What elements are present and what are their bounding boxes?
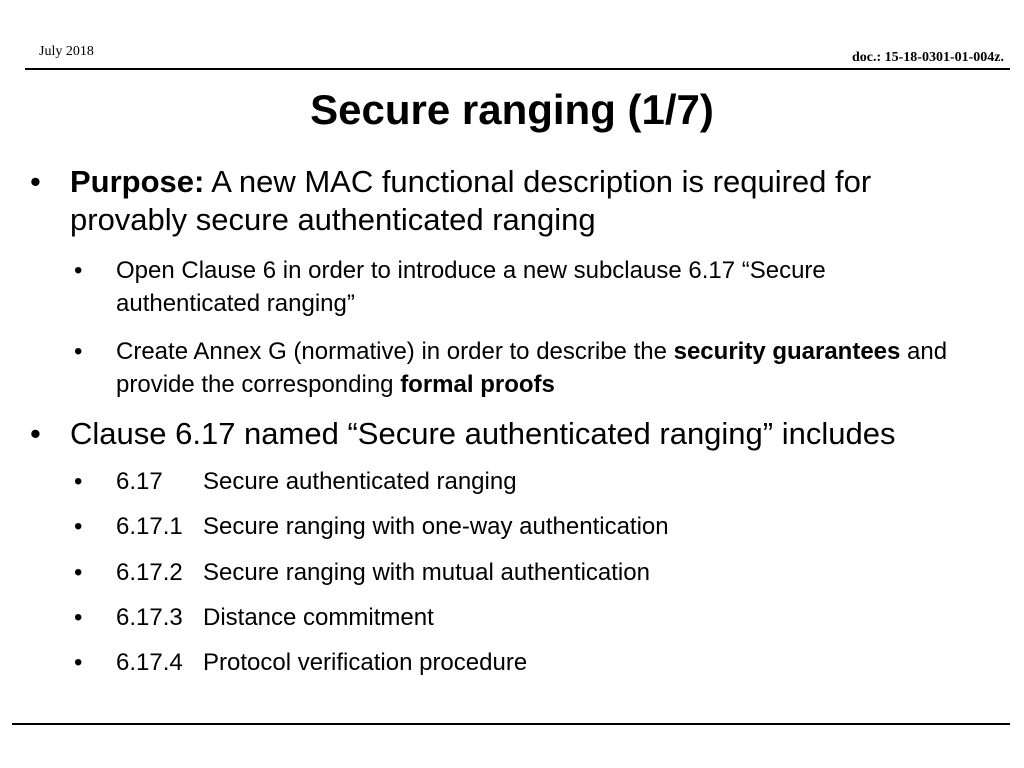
list-item bbox=[74, 556, 976, 589]
bullet-dot: • bbox=[74, 257, 83, 284]
item-number: 6.17.4 bbox=[116, 649, 183, 676]
purpose-text: A new MAC functional description is required for provably secure authenticated ranging bbox=[70, 164, 872, 237]
item-text: Secure authenticated ranging bbox=[203, 468, 517, 495]
clause-text: Clause 6.17 named “Secure authenticated ranging” includes bbox=[70, 416, 896, 451]
item-text: Secure ranging with mutual authentication bbox=[203, 559, 650, 586]
annex-text-2: and provide the corresponding bbox=[116, 338, 948, 398]
sub-bullet-open-clause bbox=[74, 254, 976, 320]
annex-text-1: Create Annex G (normative) in order to describe the bbox=[116, 338, 674, 365]
slide-title: Secure ranging (1/7) bbox=[310, 86, 714, 133]
list-item bbox=[74, 601, 976, 634]
item-number: 6.17.1 bbox=[116, 513, 183, 540]
footer-divider bbox=[12, 723, 1010, 725]
bullet-dot: • bbox=[30, 164, 41, 199]
bullet-dot: • bbox=[74, 649, 83, 676]
bullet-dot: • bbox=[74, 338, 83, 365]
bullet-dot: • bbox=[74, 468, 83, 495]
header-doc-id: doc.: 15-18-0301-01-004z. bbox=[851, 50, 1004, 65]
item-text: Distance commitment bbox=[203, 604, 434, 631]
bullet-clause-617 bbox=[30, 415, 990, 453]
sub-bullet-text: Open Clause 6 in order to introduce a new subclause 6.17 “Secure authenticated ranging” bbox=[116, 257, 826, 317]
header-date: July 2018 bbox=[39, 44, 94, 59]
annex-bold-security: security guarantees bbox=[673, 338, 901, 365]
list-item bbox=[74, 646, 976, 679]
bullet-purpose bbox=[30, 163, 990, 239]
bullet-dot: • bbox=[74, 604, 83, 631]
item-text: Secure ranging with one-way authentication bbox=[203, 513, 669, 540]
purpose-label: Purpose: bbox=[70, 164, 205, 199]
item-number: 6.17 bbox=[116, 468, 163, 495]
bullet-dot: • bbox=[74, 559, 83, 586]
item-text: Protocol verification procedure bbox=[203, 649, 528, 676]
sub-bullet-annex-g bbox=[74, 335, 976, 401]
annex-bold-proofs: formal proofs bbox=[400, 371, 555, 398]
item-number: 6.17.2 bbox=[116, 559, 183, 586]
bullet-dot: • bbox=[30, 416, 41, 451]
header-divider bbox=[25, 68, 1010, 70]
bullet-dot: • bbox=[74, 513, 83, 540]
item-number: 6.17.3 bbox=[116, 604, 183, 631]
list-item bbox=[74, 465, 976, 498]
list-item bbox=[74, 510, 976, 543]
